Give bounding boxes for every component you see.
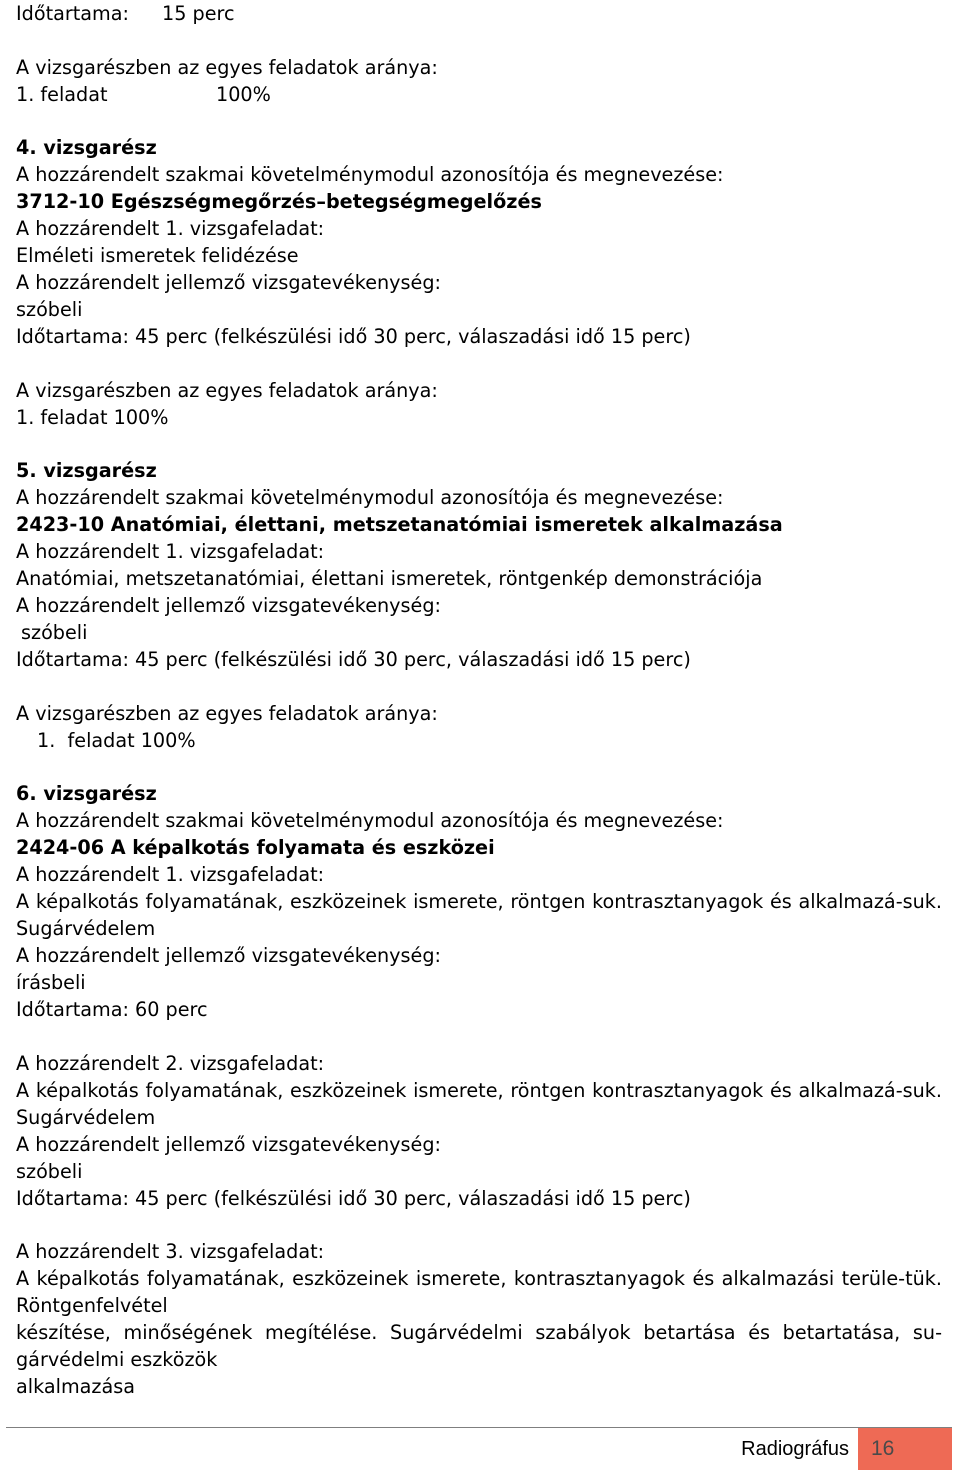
footer-label: Radiográfus — [741, 1438, 849, 1460]
activity-label: A hozzárendelt jellemző vizsgatevékenység: — [16, 271, 441, 294]
task-label: A hozzárendelt 1. vizsgafeladat: — [16, 863, 325, 886]
spacer — [16, 673, 942, 700]
section-title: 6. vizsgarész — [16, 782, 157, 805]
module-name: 3712-10 Egészségmegőrzés–betegségmegelőzés — [16, 190, 542, 213]
top-ratio-label: A vizsgarészben az egyes feladatok aránya: — [16, 55, 438, 79]
task-label: A hozzárendelt 3. vizsgafeladat: — [16, 1240, 325, 1263]
task-description: Anatómiai, metszetanatómiai, élettani ismeretek, röntgenkép demonstrációja — [16, 567, 763, 590]
task-description: Elméleti ismeretek felidézése — [16, 244, 299, 267]
task-duration: Időtartama: 45 perc (felkészülési idő 30 perc, válaszadási idő 15 perc) — [16, 325, 691, 348]
module-label: A hozzárendelt szakmai követelménymodul azonosítója és megnevezése: — [16, 809, 724, 832]
activity-value: szóbeli — [21, 621, 88, 644]
spacer — [16, 27, 942, 54]
document-page — [16, 0, 942, 1400]
top-duration-value: 15 perc — [162, 2, 235, 25]
spacer — [16, 1023, 942, 1050]
ratio-label: A vizsgarészben az egyes feladatok aránya: — [16, 378, 438, 402]
ratio-label: A vizsgarészben az egyes feladatok aránya: — [16, 701, 438, 725]
activity-label: A hozzárendelt jellemző vizsgatevékenység: — [16, 944, 441, 967]
activity-value: írásbeli — [16, 971, 86, 994]
task-label: A hozzárendelt 2. vizsgafeladat: — [16, 1051, 325, 1075]
spacer — [16, 350, 942, 377]
task-description: A képalkotás folyamatának, eszközeinek ismerete, röntgen kontrasztanyagok és alkalmazá-suk. Sugárvédelem — [16, 890, 942, 940]
top-duration-label: Időtartama: — [16, 2, 129, 25]
activity-value: szóbeli — [16, 298, 83, 321]
module-label: A hozzárendelt szakmai követelménymodul azonosítója és megnevezése: — [16, 486, 724, 509]
task-description: készítése, minőségének megítélése. Sugárvédelmi szabályok betartása és betartatása, su-gárvédelmi eszközök — [16, 1321, 942, 1371]
task-duration: Időtartama: 45 perc (felkészülési idő 30 perc, válaszadási idő 15 perc) — [16, 1186, 691, 1210]
top-duration-line — [16, 0, 942, 27]
activity-label: A hozzárendelt jellemző vizsgatevékenység: — [16, 1132, 441, 1156]
top-task-label: 1. feladat — [16, 82, 108, 106]
task-description: A képalkotás folyamatának, eszközeinek ismerete, kontrasztanyagok és alkalmazási terüle-tük. Röntgenfelvétel — [16, 1267, 942, 1317]
spacer — [16, 754, 942, 781]
footer-divider — [6, 1427, 952, 1428]
top-ratio-line — [16, 81, 942, 108]
module-name: 2424-06 A képalkotás folyamata és eszközei — [16, 836, 495, 859]
task-label: A hozzárendelt 1. vizsgafeladat: — [16, 540, 325, 563]
task-description: A képalkotás folyamatának, eszközeinek ismerete, röntgen kontrasztanyagok és alkalmazá-suk. Sugárvédelem — [16, 1078, 942, 1129]
section-title: 5. vizsgarész — [16, 459, 157, 482]
activity-label: A hozzárendelt jellemző vizsgatevékenység: — [16, 594, 441, 617]
activity-value: szóbeli — [16, 1159, 83, 1183]
ratio-value: 1. feladat 100% — [16, 405, 169, 429]
task-description: alkalmazása — [16, 1375, 135, 1398]
spacer — [16, 108, 942, 135]
section-title: 4. vizsgarész — [16, 136, 157, 159]
ratio-value: 1. feladat 100% — [37, 728, 196, 752]
module-name: 2423-10 Anatómiai, élettani, metszetanatómiai ismeretek alkalmazása — [16, 513, 783, 536]
spacer — [16, 431, 942, 458]
module-label: A hozzárendelt szakmai követelménymodul azonosítója és megnevezése: — [16, 163, 724, 186]
task-label: A hozzárendelt 1. vizsgafeladat: — [16, 217, 325, 240]
task-duration: Időtartama: 60 perc — [16, 998, 208, 1021]
spacer — [16, 1212, 942, 1239]
task-duration: Időtartama: 45 perc (felkészülési idő 30 perc, válaszadási idő 15 perc) — [16, 648, 691, 671]
top-task-pct: 100% — [216, 82, 271, 106]
page-number: 16 — [858, 1428, 952, 1470]
